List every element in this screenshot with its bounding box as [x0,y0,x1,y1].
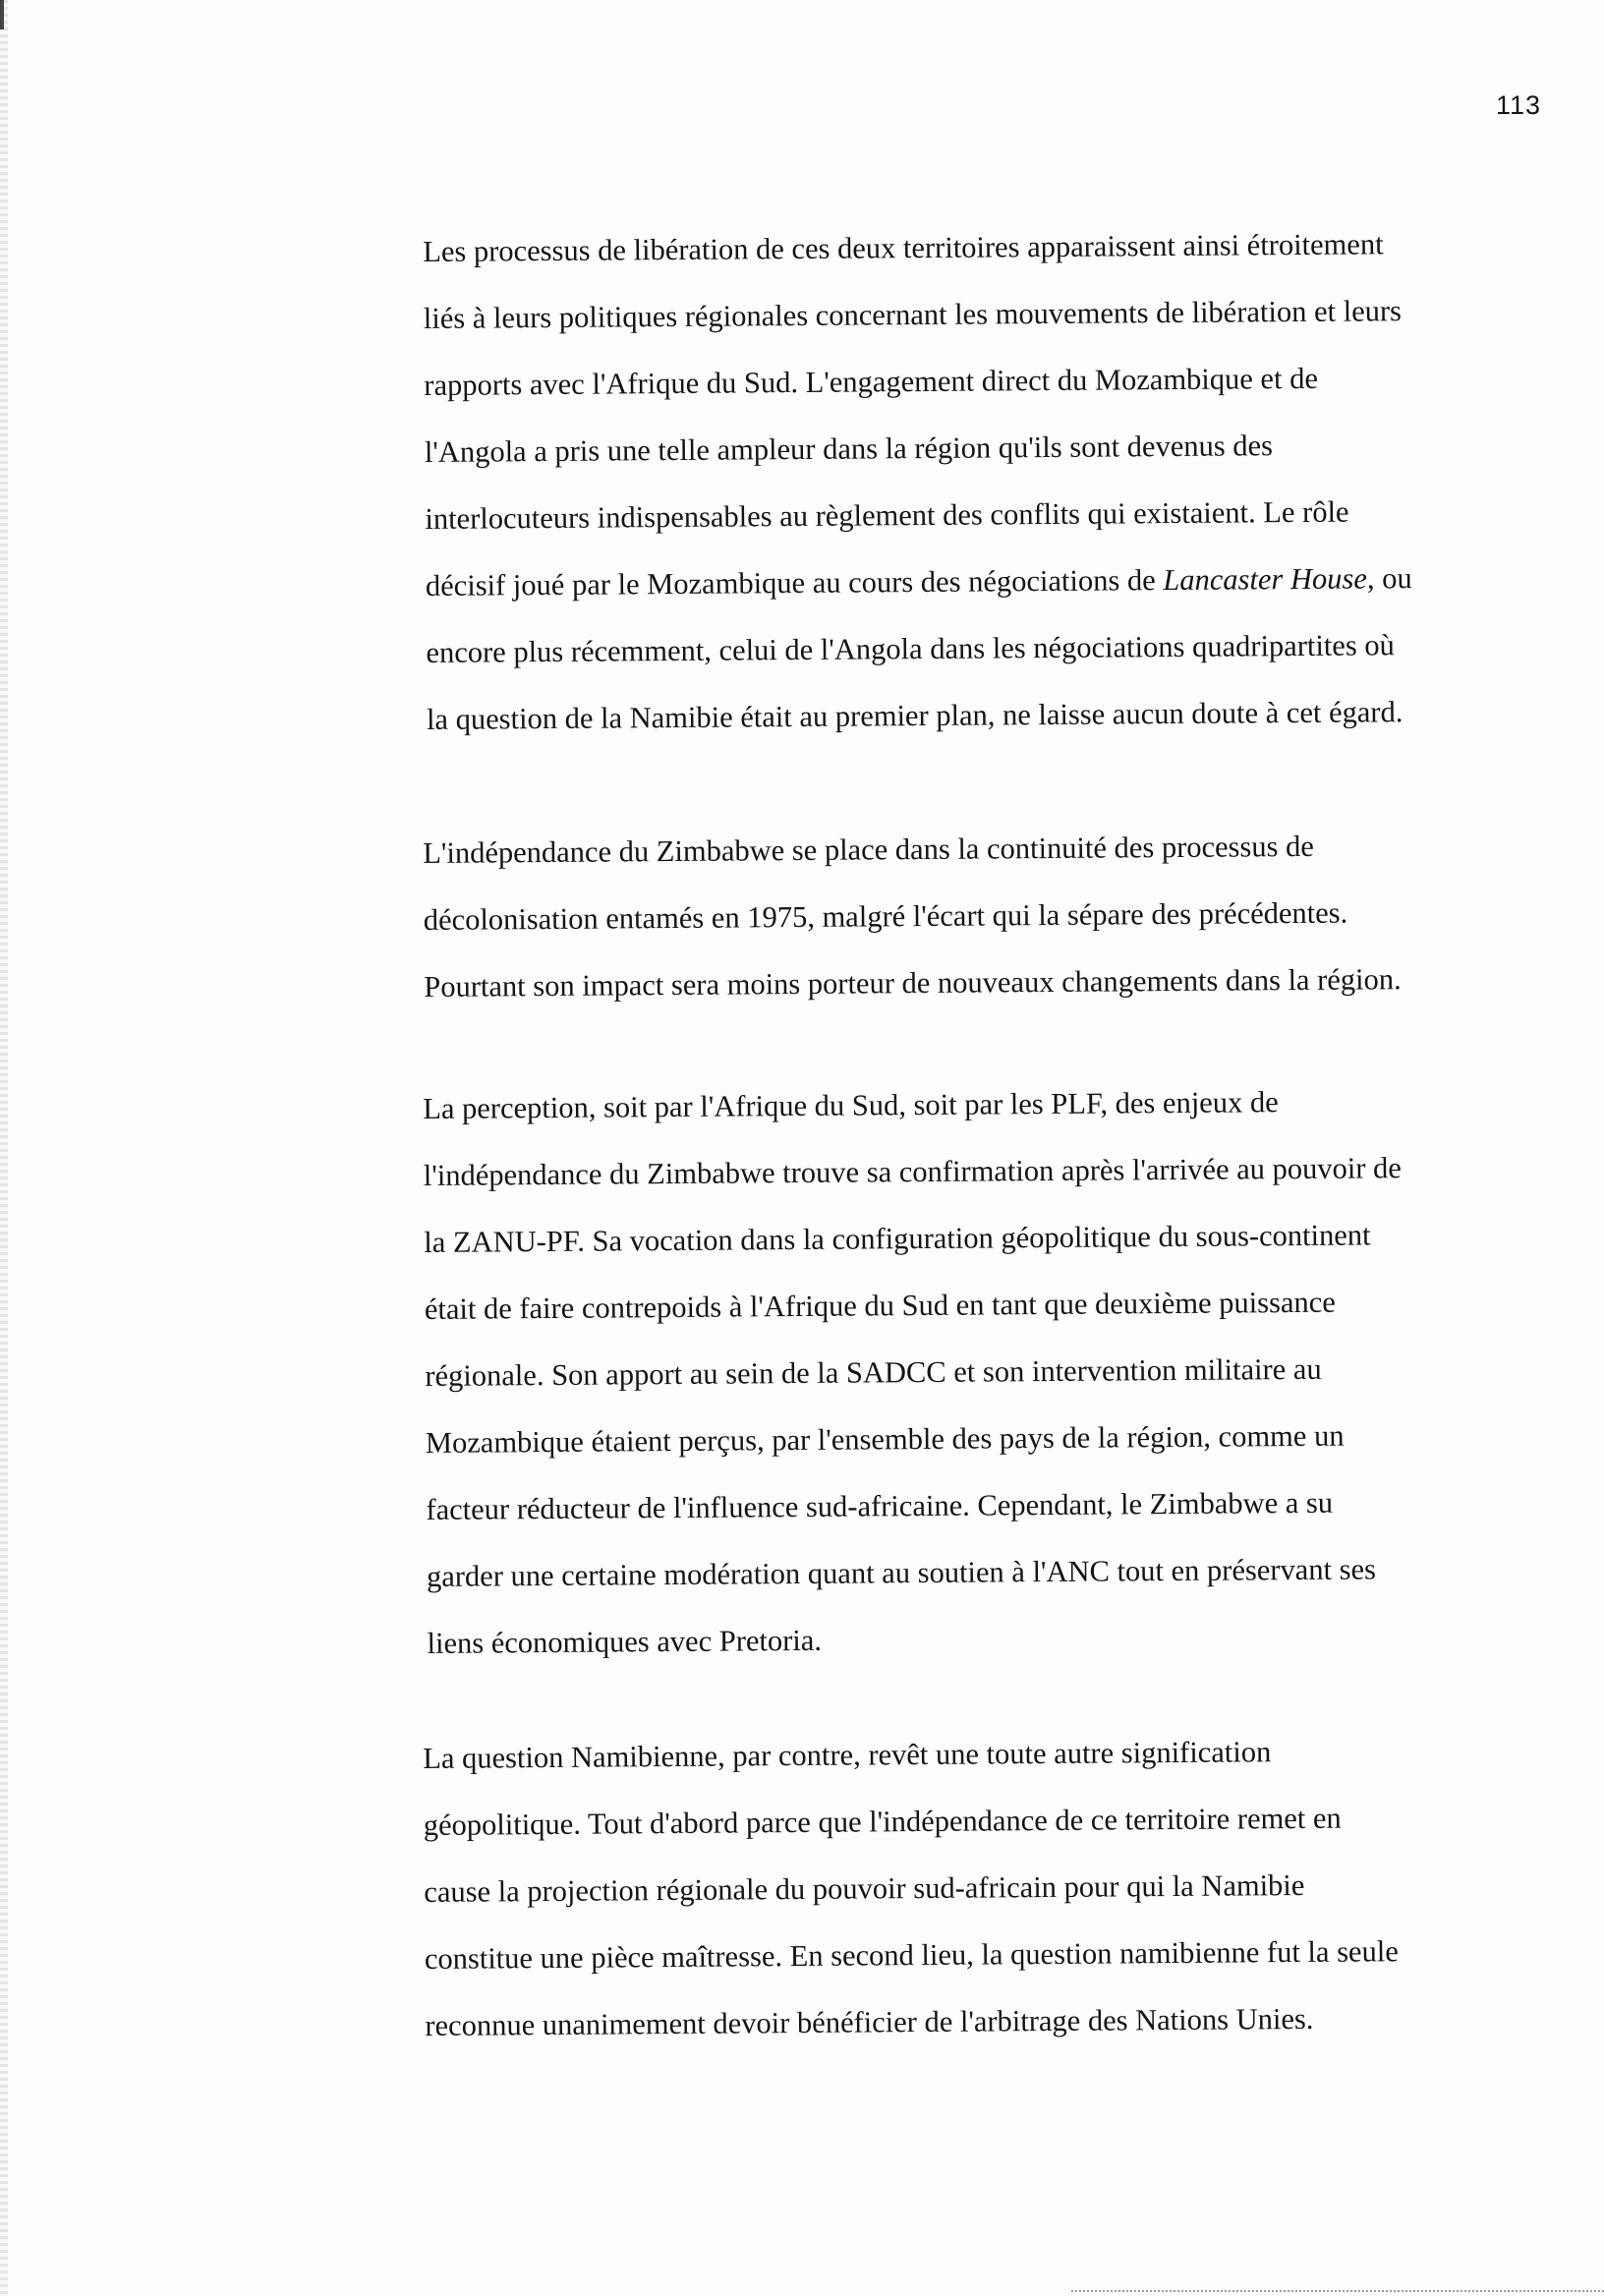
text-line: La question Namibienne, par contre, revêt une toute autre signification [423,1735,1272,1775]
italic-title: Lancaster House [1163,561,1368,598]
text-segment: , ou [1366,561,1412,596]
page-number: 113 [1495,90,1541,120]
text-line: régionale. Son apport au sein de la SADCC et son intervention militaire au [425,1351,1322,1393]
text-line: cause la projection régionale du pouvoir sud-africain pour qui la Namibie [424,1867,1305,1909]
text-line: décolonisation entamés en 1975, malgré l'écart qui la sépare des précédentes. [423,895,1348,937]
text-line: l'indépendance du Zimbabwe trouve sa confirmation après l'arrivée au pouvoir de [423,1151,1402,1192]
text-line: L'indépendance du Zimbabwe se place dans la continuité des processus de [423,829,1315,870]
scan-bottom-edge [1071,2290,1604,2295]
text-line: Pourtant son impact sera moins porteur de nouveaux changements dans la région. [424,962,1402,1004]
paragraph-liberation-processes [423,210,1480,753]
text-line: constitue une pièce maîtresse. En second lieu, la question namibienne fut la seule [424,1934,1399,1976]
paragraph-zimbabwe-independence [423,812,1478,1020]
text-line: rapports avec l'Afrique du Sud. L'engagement direct du Mozambique et de [424,361,1319,402]
text-line: liés à leurs politiques régionales concernant les mouvements de libération et leurs [423,294,1403,335]
text-line: garder une certaine modération quant au soutien à l'ANC tout en préservant ses [426,1552,1377,1593]
text-line: l'Angola a pris une telle ampleur dans la région qu'ils sont devenus des [424,429,1274,469]
paragraph-perception [423,1067,1481,1677]
text-line: liens économiques avec Pretoria. [427,1623,823,1660]
paragraph-namibian-question [423,1717,1479,2059]
text-line-with-italic [426,545,1480,619]
text-line: était de faire contrepoids à l'Afrique du Sud en tant que deuxième puissance [424,1285,1336,1326]
text-line: facteur réducteur de l'influence sud-africaine. Cependant, le Zimbabwe a su [426,1485,1334,1526]
scan-binding-edge [0,0,8,2296]
text-line: la ZANU-PF. Sa vocation dans la configuration géopolitique du sous-continent [424,1218,1371,1259]
text-segment: décisif joué par le Mozambique au cours des négociations de [425,563,1164,603]
text-line: Les processus de libération de ces deux territoires apparaissent ainsi étroitement [423,227,1384,268]
text-line: interlocuteurs indispensables au règlement des conflits qui existaient. Le rôle [425,494,1349,536]
text-line: géopolitique. Tout d'abord parce que l'indépendance de ce territoire remet en [423,1801,1342,1842]
text-line: La perception, soit par l'Afrique du Sud, soit par les PLF, des enjeux de [423,1085,1279,1125]
text-line: la question de la Namibie était au premier plan, ne laisse aucun doute à cet égard. [426,695,1404,736]
text-line: reconnue unanimement devoir bénéficier de l'arbitrage des Nations Unies. [425,2001,1314,2042]
text-line: encore plus récemment, celui de l'Angola dans les négociations quadripartites où [426,628,1395,669]
scan-edge-mark [0,0,4,29]
text-line: Mozambique étaient perçus, par l'ensemble des pays de la région, comme un [425,1418,1345,1460]
